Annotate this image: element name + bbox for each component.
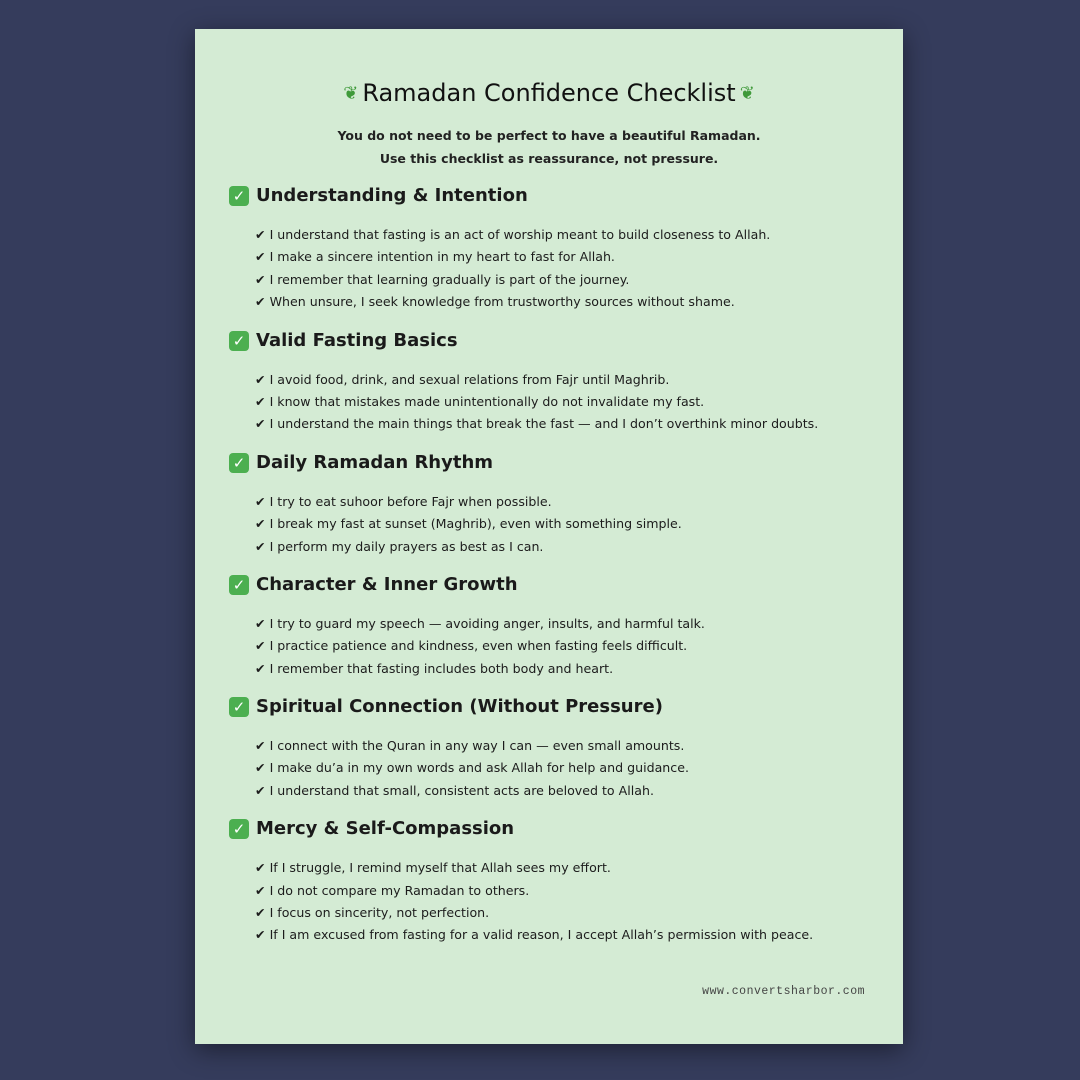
checkbox-checked-icon: ✓ bbox=[229, 453, 249, 473]
checklist-sections bbox=[229, 181, 893, 959]
list-item bbox=[255, 246, 893, 268]
checkmark-icon: ✔ bbox=[255, 294, 266, 310]
checklist-items bbox=[255, 224, 893, 314]
list-item bbox=[255, 536, 893, 558]
list-item-text: I understand that small, consistent acts are beloved to Allah. bbox=[269, 782, 654, 798]
list-item-text: If I am excused from fasting for a valid reason, I accept Allah’s permission with peace. bbox=[269, 927, 814, 943]
list-item bbox=[255, 391, 893, 413]
checklist-section bbox=[229, 181, 893, 314]
checklist-items bbox=[255, 613, 893, 680]
list-item-text: I make du’a in my own words and ask Allah for help and guidance. bbox=[269, 760, 689, 776]
checkmark-icon: ✔ bbox=[255, 638, 266, 654]
checklist-section bbox=[229, 692, 893, 802]
list-item bbox=[255, 291, 893, 313]
checkmark-icon: ✔ bbox=[255, 860, 266, 876]
list-item bbox=[255, 735, 893, 757]
page-title bbox=[195, 76, 903, 111]
section-heading-text: Character & Inner Growth bbox=[256, 573, 518, 595]
list-item-text: I understand that fasting is an act of worship meant to build closeness to Allah. bbox=[269, 227, 771, 242]
section-heading-text: Mercy & Self-Compassion bbox=[256, 818, 515, 840]
subtitle-line: You do not need to be perfect to have a beautiful Ramadan. bbox=[337, 128, 761, 143]
checklist-section bbox=[229, 814, 893, 947]
checkmark-icon: ✔ bbox=[255, 615, 266, 631]
title-text: Ramadan Confidence Checklist bbox=[362, 79, 736, 107]
section-heading bbox=[229, 814, 893, 844]
checkmark-icon: ✔ bbox=[255, 227, 266, 242]
section-heading bbox=[229, 570, 893, 600]
list-item bbox=[255, 269, 893, 291]
list-item bbox=[255, 224, 893, 246]
checkmark-icon: ✔ bbox=[255, 782, 266, 798]
checkmark-icon: ✔ bbox=[255, 882, 266, 898]
section-heading-text: Understanding & Intention bbox=[256, 185, 528, 206]
subtitle-line: Use this checklist as reassurance, not pressure. bbox=[379, 151, 719, 166]
list-item-text: I try to guard my speech — avoiding anger, insults, and harmful talk. bbox=[269, 615, 705, 631]
section-heading bbox=[229, 448, 893, 478]
list-item bbox=[255, 635, 893, 657]
checklist-section bbox=[229, 326, 893, 436]
checkmark-icon: ✔ bbox=[255, 538, 266, 554]
list-item-text: I remember that fasting includes both body and heart. bbox=[269, 660, 614, 676]
checkmark-icon: ✔ bbox=[255, 393, 266, 409]
section-heading-text: Spiritual Connection (Without Pressure) bbox=[256, 696, 663, 718]
list-item bbox=[255, 613, 893, 635]
checkmark-icon: ✔ bbox=[255, 760, 266, 776]
list-item-text: I make a sincere intention in my heart to fast for Allah. bbox=[269, 249, 615, 265]
checklist-items bbox=[255, 491, 893, 558]
checkbox-checked-icon: ✓ bbox=[229, 697, 249, 717]
list-item bbox=[255, 780, 893, 802]
list-item-text: If I struggle, I remind myself that Allah sees my effort. bbox=[269, 860, 611, 876]
list-item bbox=[255, 513, 893, 535]
list-item bbox=[255, 924, 893, 946]
checkbox-checked-icon: ✓ bbox=[229, 331, 249, 351]
checkmark-icon: ✔ bbox=[255, 905, 266, 921]
list-item-text: I know that mistakes made unintentionally do not invalidate my fast. bbox=[269, 393, 705, 409]
checklist-items bbox=[255, 735, 893, 802]
list-item-text: I remember that learning gradually is part of the journey. bbox=[269, 271, 630, 287]
checkmark-icon: ✔ bbox=[255, 371, 266, 387]
list-item bbox=[255, 757, 893, 779]
checklist-page bbox=[195, 29, 903, 1044]
checkmark-icon: ✔ bbox=[255, 249, 266, 265]
section-heading bbox=[229, 692, 893, 722]
checklist-section bbox=[229, 570, 893, 680]
checkmark-icon: ✔ bbox=[255, 738, 266, 754]
checkbox-checked-icon: ✓ bbox=[229, 186, 249, 206]
checkmark-icon: ✔ bbox=[255, 416, 266, 432]
list-item-text: I avoid food, drink, and sexual relations from Fajr until Maghrib. bbox=[269, 371, 670, 387]
list-item bbox=[255, 369, 893, 391]
checklist-items bbox=[255, 369, 893, 436]
list-item-text: I focus on sincerity, not perfection. bbox=[269, 905, 490, 921]
list-item-text: I do not compare my Ramadan to others. bbox=[269, 882, 530, 898]
list-item-text: I try to eat suhoor before Fajr when possible. bbox=[269, 493, 552, 509]
checkmark-icon: ✔ bbox=[255, 493, 266, 509]
checkbox-checked-icon: ✓ bbox=[229, 819, 249, 839]
herb-icon: ❦ bbox=[739, 83, 755, 104]
checkmark-icon: ✔ bbox=[255, 516, 266, 532]
list-item-text: I connect with the Quran in any way I can — even small amounts. bbox=[269, 738, 685, 754]
checkbox-checked-icon: ✓ bbox=[229, 575, 249, 595]
herb-icon: ❦ bbox=[343, 83, 359, 104]
list-item bbox=[255, 902, 893, 924]
checkmark-icon: ✔ bbox=[255, 660, 266, 676]
section-heading bbox=[229, 326, 893, 356]
checklist-section bbox=[229, 448, 893, 558]
checkmark-icon: ✔ bbox=[255, 271, 266, 287]
website-url: www.convertsharbor.com bbox=[702, 985, 865, 998]
section-heading-text: Valid Fasting Basics bbox=[256, 329, 458, 351]
list-item bbox=[255, 857, 893, 879]
list-item bbox=[255, 880, 893, 902]
list-item-text: I understand the main things that break the fast — and I don’t overthink minor doubts. bbox=[269, 416, 819, 432]
list-item-text: I practice patience and kindness, even when fasting feels difficult. bbox=[269, 638, 688, 654]
subtitle bbox=[195, 124, 903, 170]
checkmark-icon: ✔ bbox=[255, 927, 266, 943]
list-item-text: I perform my daily prayers as best as I can. bbox=[269, 538, 544, 554]
list-item-text: I break my fast at sunset (Maghrib), even with something simple. bbox=[269, 516, 682, 532]
section-heading-text: Daily Ramadan Rhythm bbox=[256, 451, 494, 473]
list-item bbox=[255, 658, 893, 680]
checklist-items bbox=[255, 857, 893, 947]
section-heading bbox=[229, 181, 893, 211]
list-item-text: When unsure, I seek knowledge from trustworthy sources without shame. bbox=[269, 294, 735, 310]
list-item bbox=[255, 491, 893, 513]
list-item bbox=[255, 413, 893, 435]
